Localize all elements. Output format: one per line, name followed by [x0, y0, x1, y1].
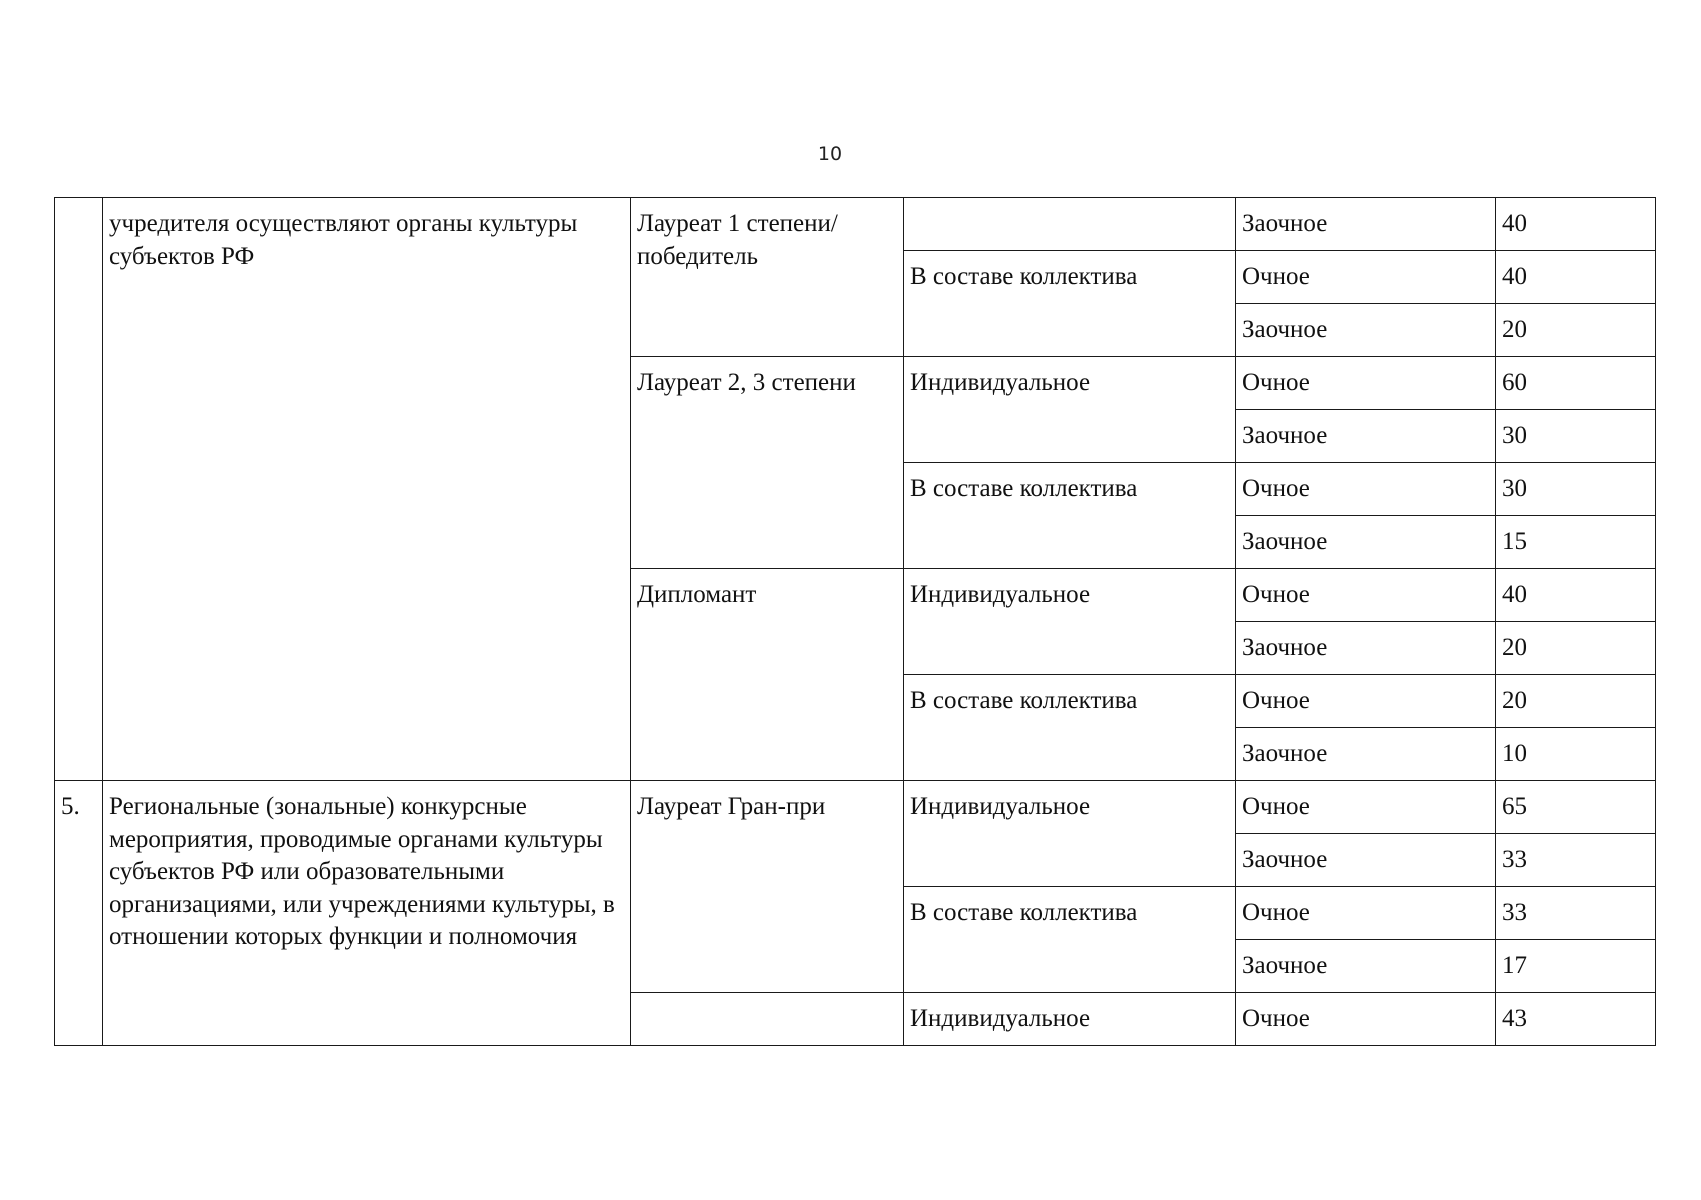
form-cell: Заочное: [1236, 198, 1496, 251]
item-number-cell: [55, 198, 103, 781]
table-row: [55, 198, 1656, 251]
points-cell: 40: [1496, 198, 1656, 251]
form-cell: Заочное: [1236, 834, 1496, 887]
award-cell: Лауреат 1 степени/победитель: [631, 198, 904, 357]
form-cell: Заочное: [1236, 622, 1496, 675]
participation-cell: Индивидуальное: [904, 569, 1236, 675]
form-cell: Заочное: [1236, 728, 1496, 781]
participation-cell: Индивидуальное: [904, 993, 1236, 1046]
participation-cell: В составе коллектива: [904, 887, 1236, 993]
form-cell: Очное: [1236, 357, 1496, 410]
award-cell: [631, 993, 904, 1046]
form-cell: Очное: [1236, 675, 1496, 728]
page-number: 10: [817, 143, 843, 165]
award-cell: Лауреат Гран-при: [631, 781, 904, 993]
points-cell: 10: [1496, 728, 1656, 781]
form-cell: Очное: [1236, 887, 1496, 940]
form-cell: Очное: [1236, 463, 1496, 516]
form-cell: Очное: [1236, 251, 1496, 304]
participation-cell: [904, 198, 1236, 251]
form-cell: Очное: [1236, 993, 1496, 1046]
form-cell: Очное: [1236, 781, 1496, 834]
form-cell: Заочное: [1236, 940, 1496, 993]
points-cell: 20: [1496, 622, 1656, 675]
description-cell: учредителя осуществляют органы культуры субъектов РФ: [103, 198, 631, 781]
points-cell: 43: [1496, 993, 1656, 1046]
points-cell: 20: [1496, 304, 1656, 357]
form-cell: Очное: [1236, 569, 1496, 622]
points-cell: 40: [1496, 251, 1656, 304]
points-cell: 30: [1496, 410, 1656, 463]
form-cell: Заочное: [1236, 516, 1496, 569]
scoring-table: [54, 197, 1656, 1046]
form-cell: Заочное: [1236, 410, 1496, 463]
description-cell: Региональные (зональные) конкурсные мероприятия, проводимые органами культуры субъектов РФ или образовательными организациями, или учреждениями культуры, в отношении которых функции и полномочия: [103, 781, 631, 1046]
item-number-cell: 5.: [55, 781, 103, 1046]
points-cell: 30: [1496, 463, 1656, 516]
participation-cell: В составе коллектива: [904, 251, 1236, 357]
participation-cell: Индивидуальное: [904, 781, 1236, 887]
table-row: [55, 781, 1656, 834]
participation-cell: В составе коллектива: [904, 463, 1236, 569]
award-cell: Дипломант: [631, 569, 904, 781]
points-cell: 33: [1496, 887, 1656, 940]
form-cell: Заочное: [1236, 304, 1496, 357]
points-cell: 33: [1496, 834, 1656, 887]
participation-cell: Индивидуальное: [904, 357, 1236, 463]
points-cell: 17: [1496, 940, 1656, 993]
award-cell: Лауреат 2, 3 степени: [631, 357, 904, 569]
points-cell: 20: [1496, 675, 1656, 728]
points-cell: 60: [1496, 357, 1656, 410]
points-cell: 15: [1496, 516, 1656, 569]
participation-cell: В составе коллектива: [904, 675, 1236, 781]
points-cell: 40: [1496, 569, 1656, 622]
points-cell: 65: [1496, 781, 1656, 834]
